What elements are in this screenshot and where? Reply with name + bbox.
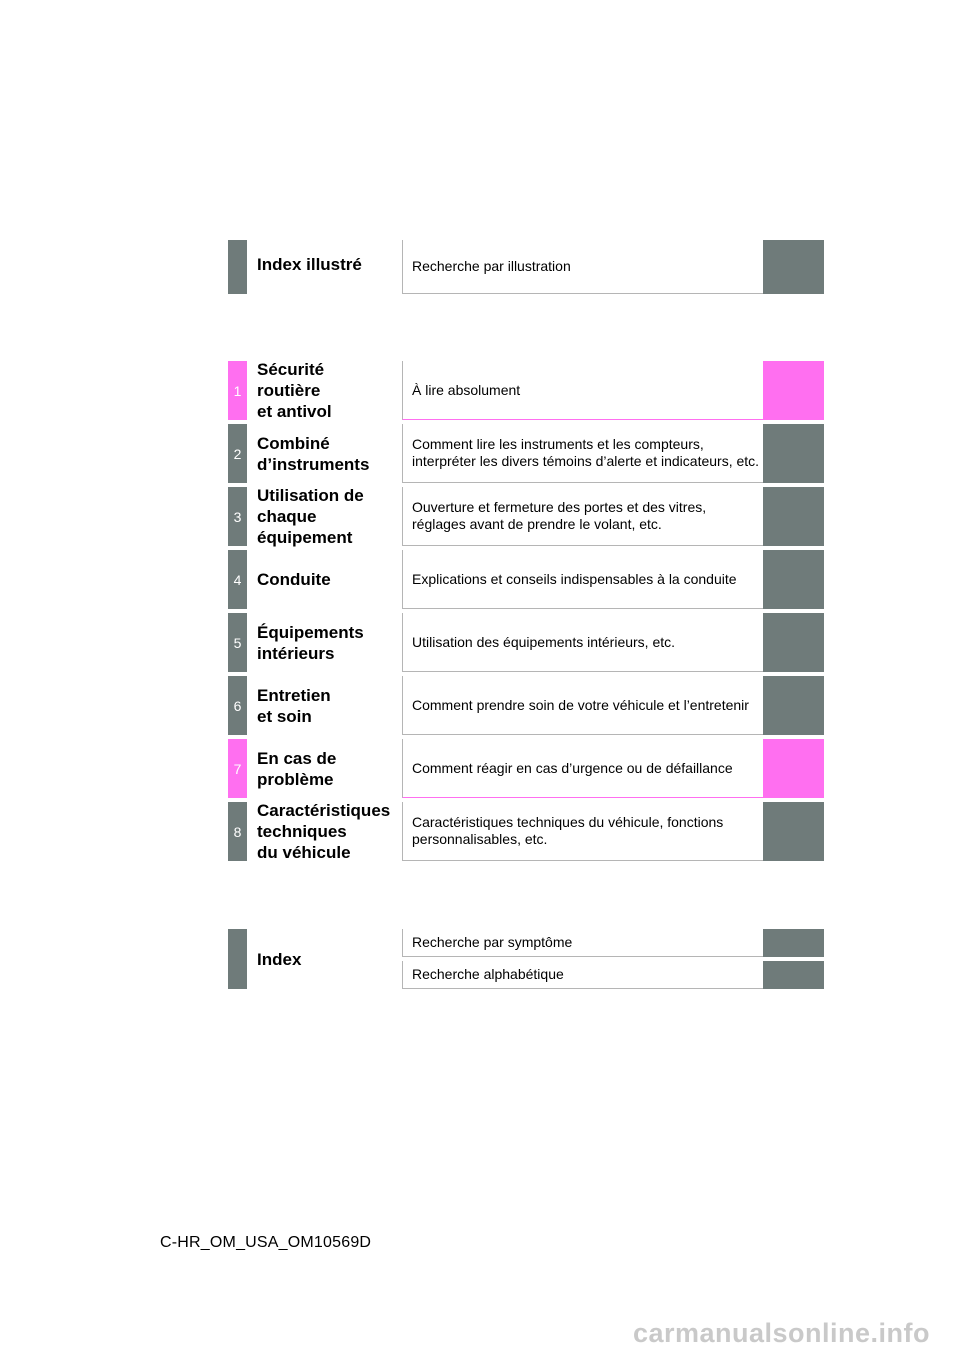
chapter-title: Utilisation de chaque équipement	[257, 486, 364, 547]
chapter-marker	[763, 424, 824, 483]
chapter-marker	[763, 802, 824, 861]
section-tab	[228, 929, 247, 989]
chapter-title: Entretien et soin	[257, 685, 331, 726]
chapter-description: Explications et conseils indispensables à la conduite	[402, 550, 763, 609]
chapter-number: 2	[228, 424, 247, 483]
chapter-row-6[interactable]	[228, 676, 824, 735]
section-title: Index	[257, 949, 302, 969]
chapter-title: Caractéristiques techniques du véhicule	[257, 801, 391, 862]
chapter-description: Comment lire les instruments et les compteurs, interpréter les divers témoins d’alerte et indicateurs, etc.	[402, 424, 763, 483]
chapter-title: En cas de problème	[257, 748, 337, 789]
chapter-number: 6	[228, 676, 247, 735]
chapter-marker	[763, 550, 824, 609]
chapter-title: Sécurité routière et antivol	[257, 360, 332, 421]
index-item-label: Recherche par symptôme	[402, 929, 763, 957]
index-item-symptom[interactable]	[402, 929, 824, 957]
section-title: Index illustré	[257, 255, 362, 274]
index-item-alphabetical[interactable]	[402, 961, 824, 989]
chapter-marker	[763, 613, 824, 672]
chapter-number: 7	[228, 739, 247, 798]
chapter-title: Combiné d’instruments	[257, 433, 370, 474]
chapter-description: Caractéristiques techniques du véhicule, fonctions personnalisables, etc.	[402, 802, 763, 861]
chapter-description: Comment prendre soin de votre véhicule et l’entretenir	[402, 676, 763, 735]
section-description: Recherche par illustration	[402, 240, 763, 294]
chapter-row-3[interactable]	[228, 487, 824, 546]
chapter-title: Conduite	[257, 570, 331, 589]
section-tab	[228, 240, 247, 294]
chapter-number: 1	[228, 361, 247, 420]
chapter-number: 4	[228, 550, 247, 609]
chapter-number: 5	[228, 613, 247, 672]
illustrated-index-row[interactable]	[228, 240, 824, 294]
section-marker	[763, 240, 824, 294]
chapter-marker	[763, 487, 824, 546]
watermark: carmanualsonline.info	[632, 1318, 930, 1348]
index-item-marker	[763, 961, 824, 989]
index-item-label: Recherche alphabétique	[402, 961, 763, 989]
chapter-row-5[interactable]	[228, 613, 824, 672]
chapter-number: 8	[228, 802, 247, 861]
chapter-description: Utilisation des équipements intérieurs, etc.	[402, 613, 763, 672]
chapter-description: Ouverture et fermeture des portes et des vitres, réglages avant de prendre le volant, etc.	[402, 487, 763, 546]
chapter-row-2[interactable]	[228, 424, 824, 483]
index-row	[228, 929, 824, 989]
document-code: C-HR_OM_USA_OM10569D	[160, 1234, 372, 1251]
chapter-marker	[763, 739, 824, 798]
chapter-number: 3	[228, 487, 247, 546]
chapter-row-1[interactable]	[228, 361, 824, 420]
chapter-description: À lire absolument	[402, 361, 763, 420]
chapter-row-7[interactable]	[228, 739, 824, 798]
chapter-marker	[763, 676, 824, 735]
index-item-marker	[763, 929, 824, 957]
chapter-description: Comment réagir en cas d’urgence ou de défaillance	[402, 739, 763, 798]
chapter-marker	[763, 361, 824, 420]
chapter-row-4[interactable]	[228, 550, 824, 609]
chapter-title: Équipements intérieurs	[257, 622, 364, 663]
chapter-row-8[interactable]	[228, 802, 824, 861]
